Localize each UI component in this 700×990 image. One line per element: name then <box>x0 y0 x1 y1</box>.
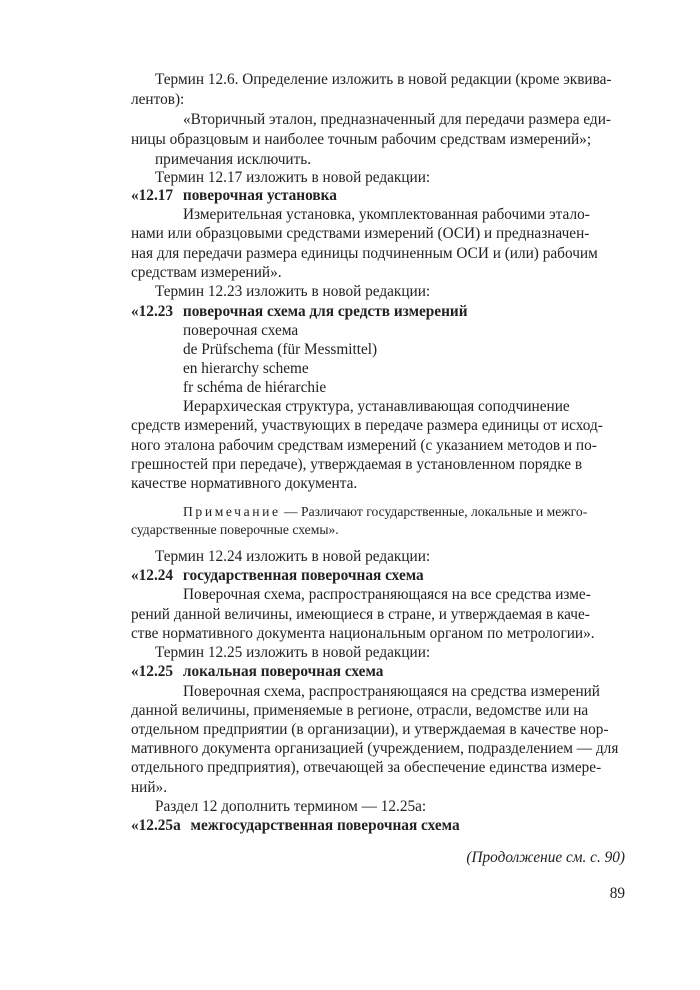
term-title: поверочная установка <box>182 187 337 204</box>
term-number: «12.25а <box>131 817 181 834</box>
text-line: Поверочная схема, распространяющаяся на средства измерений <box>183 683 600 700</box>
text-line: примечания исключить. <box>155 151 312 168</box>
text-line: fr schéma de hiérarchie <box>183 379 327 396</box>
text-line: Измерительная установка, укомплектованная рабочими этало- <box>183 206 590 223</box>
text-line: мативного документа организацией (учреждением, подразделением — для <box>131 740 619 757</box>
continuation-note: (Продолжение см. с. 90) <box>466 849 625 866</box>
term-title: государственная поверочная схема <box>182 567 424 584</box>
text-line: грешностей при передаче), утверждаемая в установленном порядке в <box>131 456 583 473</box>
text-line: средствам измерений». <box>131 264 282 281</box>
text-line: ний». <box>131 779 168 796</box>
note-label: Примечание <box>183 504 281 519</box>
page-number: 89 <box>609 885 625 902</box>
term-heading-12-24 <box>131 566 424 586</box>
text-line: «Вторичный эталон, предназначенный для передачи размера еди- <box>183 111 611 128</box>
text-line: Термин 12.17 изложить в новой редакции: <box>155 169 431 186</box>
note-text: — Различают государственные, локальные и межго- <box>284 504 588 519</box>
term-title: поверочная схема для средств измерений <box>182 303 468 320</box>
term-number: «12.25 <box>131 663 174 680</box>
text-line: ного эталона рабочим средствам измерений (с указанием методов и по- <box>131 437 597 454</box>
term-heading-12-23 <box>131 302 468 322</box>
note-line: сударственные поверочные схемы». <box>131 522 339 537</box>
text-line: рений данной величины, имеющиеся в стране, и утверждаемая в каче- <box>131 606 590 623</box>
text-line: нами или образцовыми средствами измерений (ОСИ) и предназначен- <box>131 225 590 242</box>
text-line: средств измерений, участвующих в передаче размера единицы от исход- <box>131 417 603 434</box>
text-line: поверочная схема <box>183 322 299 339</box>
term-heading-12-25 <box>131 662 383 682</box>
term-number: «12.17 <box>131 187 174 204</box>
text-line: отдельном предприятии (в организации), и утверждаемая в качестве нор- <box>131 721 609 738</box>
text-line: en hierarchy scheme <box>183 360 309 377</box>
term-heading-12-17 <box>131 186 337 206</box>
text-line: лентов): <box>131 91 185 108</box>
text-line: стве нормативного документа национальным органом по метрологии». <box>131 625 595 642</box>
text-line: Термин 12.24 изложить в новой редакции: <box>155 548 431 565</box>
term-number: «12.23 <box>131 303 174 320</box>
text-line: ная для передачи размера единицы подчиненным ОСИ и (или) рабочим <box>131 245 598 262</box>
term-title: локальная поверочная схема <box>182 663 384 680</box>
text-line: Раздел 12 дополнить термином — 12.25а: <box>155 798 427 815</box>
text-line: отдельного предприятия), отвечающей за обеспечение единства измере- <box>131 759 602 776</box>
term-heading-12-25a <box>131 816 460 836</box>
text-line: de Prüfschema (für Messmittel) <box>183 341 378 358</box>
text-line: качестве нормативного документа. <box>131 475 358 492</box>
text-line: Поверочная схема, распространяющаяся на все средства изме- <box>183 586 591 603</box>
term-number: «12.24 <box>131 567 174 584</box>
text-line: ницы образцовым и наиболее точным рабочим средствам измерений»; <box>131 131 592 148</box>
note-line <box>183 502 587 522</box>
text-line: Термин 12.23 изложить в новой редакции: <box>155 283 431 300</box>
text-line: Иерархическая структура, устанавливающая соподчинение <box>183 398 570 415</box>
text-line: Термин 12.6. Определение изложить в новой редакции (кроме эквива- <box>155 71 612 88</box>
term-title: межгосударственная поверочная схема <box>190 817 460 834</box>
text-line: Термин 12.25 изложить в новой редакции: <box>155 644 431 661</box>
text-line: данной величины, применяемые в регионе, отрасли, ведомстве или на <box>131 702 589 719</box>
